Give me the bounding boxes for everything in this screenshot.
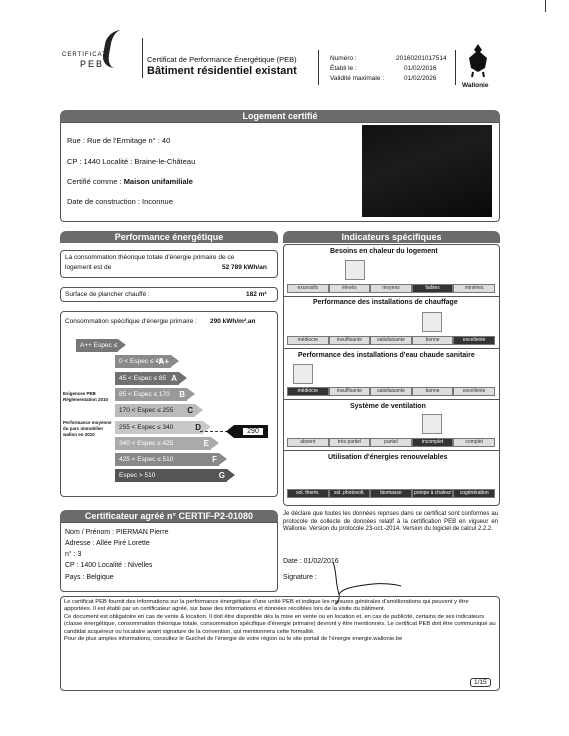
numero-label: Numéro : [330,55,357,62]
conso-text-1: La consommation théorique totale d'énergie primaire de ce [65,254,235,261]
energy-class-arrow [115,469,227,482]
scale-step: cogénération [453,489,495,498]
ventilation-title: Système de ventilation [350,403,426,410]
scale-step: moyens [370,284,412,293]
divider-1 [284,296,499,297]
scale-step: médiocre [287,336,329,345]
scale-step: excellente [453,336,495,345]
scale-step: absent [287,438,329,447]
house-photo [362,125,492,217]
performance-band: Performance énergétique [60,231,278,243]
footer-text [64,599,497,643]
certificateur-pays: Pays : Belgique [65,574,114,581]
energy-class-range: 0 < Espec ≤ 45 [119,358,163,366]
scale-step: bonne [412,336,454,345]
divider-2 [284,348,499,349]
energy-class-letter: D [195,422,201,432]
energy-class-letter: A+ [158,357,169,367]
page-number: 1/15 [470,678,491,687]
conso-text-2: logement est de [65,264,112,271]
energy-class-range: 170 < Espec ≤ 255 [119,407,174,415]
energy-class-letter: E [203,438,209,448]
validite-value: 01/02/2026 [404,75,437,82]
cp-text: CP : 1440 Localité : Braine-le-Château [67,157,196,166]
logo-top-text: CERTIFICAT [62,52,107,58]
surface-value: 182 m² [246,291,267,298]
scale-step: satisfaisante [370,387,412,396]
house-heat-icon [345,260,365,280]
certificateur-numero: n° : 3 [65,551,82,558]
footer-paragraph-2: Ce document est obligatoire en cas de vente & location. Il doit être disponible dès la mise en vente ou en location et, en cas de publicité, certains de ses indicateurs (classe énergétique, consommation théorique totale, consommation spécifique d'énergie primaire) devront y être mentionnés. Le certificat PEB doit être communiqué au candidat acquéreur ou locataire avant signature de la convention, qui mentionnera cette formalité. [64,613,496,635]
besoins-scale [287,284,495,293]
scale-step: sol. photovolt. [329,489,371,498]
specifique-label: Consommation spécifique d'énergie primaire : [65,318,198,325]
energy-class-range: 340 < Espec ≤ 425 [119,439,174,447]
energy-class-letter: C [187,406,193,416]
renouvelables-scale [287,489,495,498]
scale-step: élevés [329,284,371,293]
scale-step: incomplet [412,438,454,447]
certificateur-band: Certificateur agréé n° CERTIF-P2-01080 [60,510,278,522]
page-edge-mark [545,0,546,12]
energy-class-letter: F [212,455,217,465]
energy-class-arrow [115,388,187,401]
footer-paragraph-3: Pour de plus amples informations, consultez le Guichet de l'énergie de votre région ou le site portail de l'énergie energie.wallonie.be [64,636,403,643]
energy-class-arrow [115,355,171,368]
energy-class-range: Espec > 510 [119,472,156,480]
surface-label: Surface de plancher chauffé : [65,291,150,298]
cert-date: Date : 01/02/2016 [283,558,339,565]
energy-class-range: 45 < Espec ≤ 85 [119,374,167,382]
logo-swoosh-icon [101,30,134,68]
chauffage-title: Performance des installations de chauffage [313,299,458,306]
scale-step: insuffisante [329,336,371,345]
ventilation-icon [422,414,442,434]
chauffage-scale [287,336,495,345]
wallonie-rooster-icon [463,42,493,78]
header-divider-3 [455,50,456,85]
divider-3 [284,399,499,400]
scale-step: biomasse [370,489,412,498]
region-label: Wallonie [462,82,489,89]
energy-class-range: 85 < Espec ≤ 170 [119,390,170,398]
conso-value: 52 789 kWh/an [222,264,267,271]
scale-step: satisfaisante [370,336,412,345]
declaration-text: Je déclare que toutes les données reprises dans ce certificat sont conformes au protocole de collecte de données relatif à la certification PEB en vigueur en Wallonie. Version du protocole 23-oct.-2014. Version du logiciel de calcul 2.2.2. [283,511,498,532]
indicateurs-band: Indicateurs spécifiques [283,231,500,243]
doc-title: Bâtiment résidentiel existant [147,65,297,77]
doc-subtitle: Certificat de Performance Énergétique (PEB) [147,55,297,64]
energy-class-arrow [115,453,219,466]
energy-class-range: A++ Espec ≤ 0 [80,342,123,349]
header-divider-2 [318,50,319,85]
peb-logo [58,30,138,70]
moyenne-label: Performance moyenne du parc immobilier wallon en 2010 [63,420,112,437]
certificateur-nom: Nom / Prénom : PIERMAN Pierre [65,529,169,536]
scale-step: complet [453,438,495,447]
certificateur-adresse: Adresse : Allée Piré Lorette [65,540,150,547]
energy-class-arrow [115,404,195,417]
cert-signature-label: Signature : [283,574,317,581]
ventilation-scale [287,438,495,447]
logement-band: Logement certifié [60,110,500,122]
ecs-scale [287,387,495,396]
heating-icon [422,312,442,332]
scale-step: minimes [453,284,495,293]
energy-class-letter: A [171,373,177,383]
hot-water-icon [293,364,313,384]
scale-step: bonne [412,387,454,396]
validite-label: Validité maximale : [330,75,385,82]
scale-step: sol. therm. [287,489,329,498]
certifie-value: Maison unifamiliale [123,177,193,186]
scale-step: partiel [370,438,412,447]
energy-class-arrow [115,421,203,434]
scale-step: pompe à chaleur [412,489,454,498]
current-class-value: 290 [242,427,264,436]
scale-step: médiocre [287,387,329,396]
energy-class-arrow [115,437,211,450]
energy-class-letter: B [179,389,185,399]
ecs-title: Performance des installations d'eau chaude sanitaire [298,352,475,359]
energy-class-range: 255 < Espec ≤ 340 [119,423,174,431]
scale-step: excessifs [287,284,329,293]
scale-step: très partiel [329,438,371,447]
construction-text: Date de construction : Inconnue [67,197,173,206]
divider-4 [284,450,499,451]
renouvelables-title: Utilisation d'énergies renouvelables [328,454,448,461]
energy-class-arrow [76,339,123,352]
exigences-label: Exigences PEB Réglementation 2010 [63,391,109,402]
certifie-text [67,177,193,186]
scale-step: faibles [412,284,454,293]
etabli-label: Établi le : [330,65,357,72]
etabli-value: 01/02/2016 [404,65,437,72]
energy-class-arrow [115,372,179,385]
energy-class-range: 425 < Espec ≤ 510 [119,456,174,464]
energy-class-letter: G [218,471,225,481]
current-indicator-line [200,431,228,432]
certifie-label: Certifié comme : [67,177,124,186]
scale-step: excellente [453,387,495,396]
specifique-value: 290 kWh/m².an [210,318,256,325]
footer-paragraph-1: Le certificat PEB fournit des informations sur la performance énergétique d'une unité PEB et indique les mesures générales d'améliorations qui peuvent y être apportées. Il est établi par un certificateur agréé, sur base des informations et données récoltées lors de la visite du bâtiment. [64,599,469,613]
scale-step: insuffisante [329,387,371,396]
numero-value: 20160201017514 [396,55,447,62]
certificateur-cp: CP : 1400 Localité : Nivelles [65,562,153,569]
logo-bottom-text: PEB [80,59,105,69]
rue-text: Rue : Rue de l'Ermitage n° : 40 [67,136,171,145]
besoins-title: Besoins en chaleur du logement [330,248,438,255]
header-divider [142,38,143,78]
